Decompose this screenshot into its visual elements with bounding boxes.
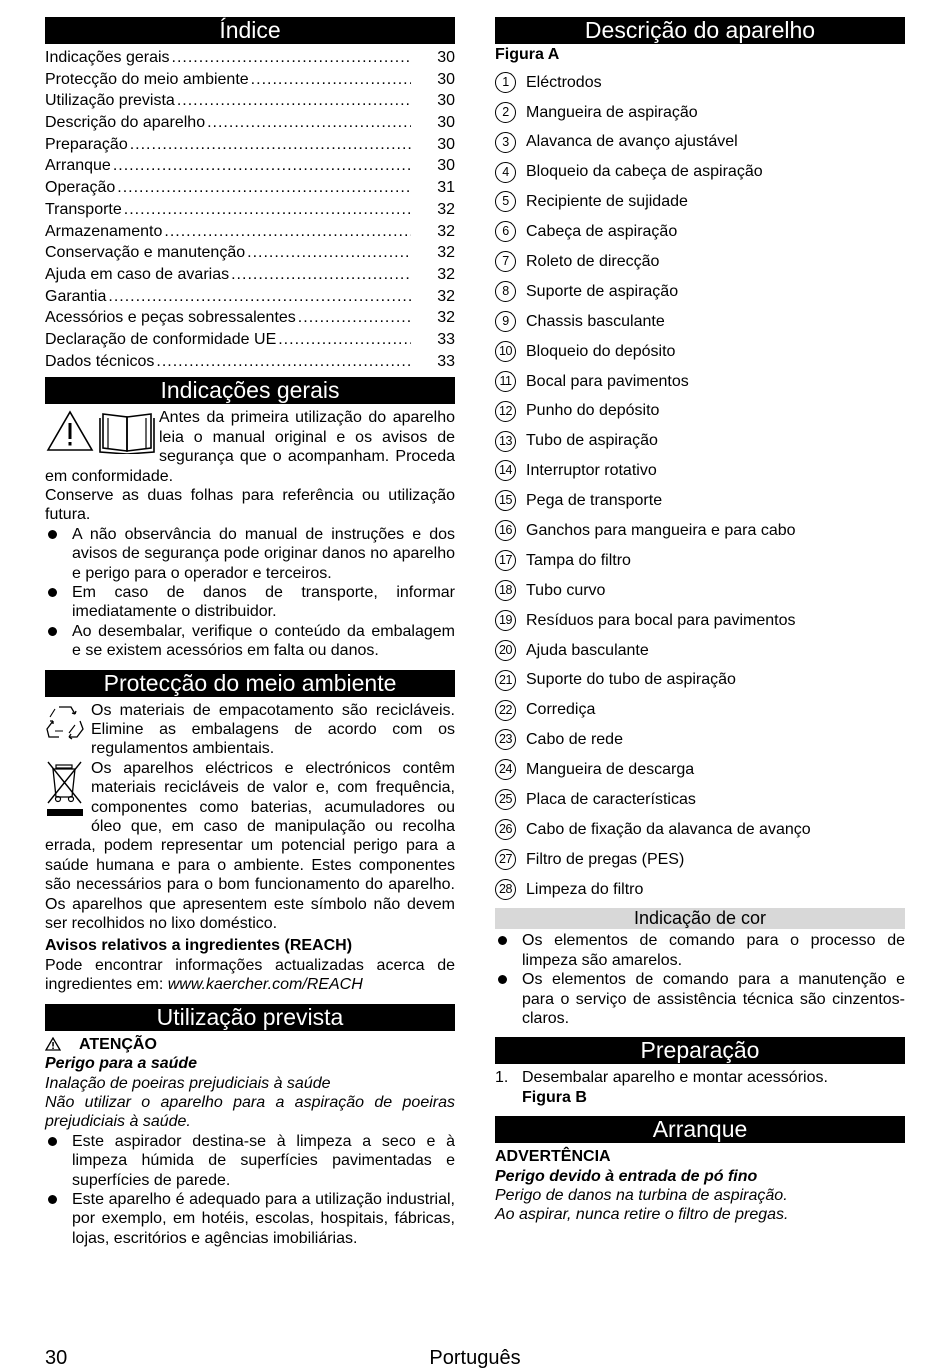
toc-list xyxy=(45,48,455,373)
parts-list-item xyxy=(495,456,905,486)
use-bullet: Este aparelho é adequado para a utilização industrial, por exemplo, em hotéis, escolas, hospitais, fábricas, lojas, escritórios e agências imobiliárias. xyxy=(45,1190,455,1248)
recycle-icon xyxy=(45,701,85,741)
toc-leader-dots xyxy=(124,200,411,219)
parts-list-item xyxy=(495,755,905,785)
item-number-badge: 4 xyxy=(495,162,516,183)
crossed-bin-icon xyxy=(45,759,85,819)
item-number-badge: 15 xyxy=(495,490,516,511)
item-number-badge: 23 xyxy=(495,729,516,750)
item-label: Ganchos para mangueira e para cabo xyxy=(526,522,796,539)
toc-row[interactable] xyxy=(45,135,455,157)
toc-title: Ajuda em caso de avarias xyxy=(45,265,230,283)
item-number-badge: 25 xyxy=(495,789,516,810)
description-heading: Descrição do aparelho xyxy=(495,17,905,44)
item-number-badge: 9 xyxy=(495,311,516,332)
toc-title: Garantia xyxy=(45,287,107,305)
color-heading: Indicação de cor xyxy=(495,908,905,929)
item-label: Punho do depósito xyxy=(526,402,660,420)
toc-row[interactable] xyxy=(45,308,455,330)
page-number: 30 xyxy=(45,1347,68,1369)
item-label: Mangueira de aspiração xyxy=(526,103,698,121)
toc-leader-dots xyxy=(251,70,411,89)
color-bullet: Os elementos de comando para o processo de limpeza são amarelos. xyxy=(495,931,905,970)
toc-title: Armazenamento xyxy=(45,222,163,240)
toc-row[interactable] xyxy=(45,287,455,309)
right-column xyxy=(495,17,905,1225)
figure-a-label: Figura A xyxy=(495,46,560,63)
toc-leader-dots xyxy=(278,330,411,349)
parts-list-item xyxy=(495,546,905,576)
item-label: Tubo de aspiração xyxy=(526,432,658,450)
toc-row[interactable] xyxy=(45,330,455,352)
item-number-badge: 14 xyxy=(495,460,516,481)
toc-page-number: 33 xyxy=(437,352,455,370)
intended-use-section xyxy=(45,1035,455,1248)
parts-list-item xyxy=(495,396,905,426)
item-number-badge: 22 xyxy=(495,700,516,721)
toc-heading: Índice xyxy=(45,17,455,44)
item-label: Bloqueio do depósito xyxy=(526,342,676,360)
parts-list-item xyxy=(495,277,905,307)
parts-list-item xyxy=(495,815,905,845)
parts-list-item xyxy=(495,67,905,97)
reach-link[interactable]: www.kaercher.com/REACH xyxy=(167,976,363,994)
item-number-badge: 17 xyxy=(495,550,516,571)
item-number-badge: 8 xyxy=(495,281,516,302)
toc-leader-dots xyxy=(177,91,411,110)
toc-page-number: 32 xyxy=(437,309,455,327)
safety-icons xyxy=(45,408,155,459)
danger-line: Inalação de poeiras prejudiciais à saúde xyxy=(45,1074,331,1092)
color-bullet: Os elementos de comando para a manutenção e para o serviço de assistência técnica são cinzentos-claros. xyxy=(495,970,905,1028)
toc-row[interactable] xyxy=(45,178,455,200)
step-number: 1. xyxy=(495,1069,509,1087)
recycle-text: Os materiais de empacotamento são recicláveis. Elimine as embalagens de acordo com os regulamentos ambientais. xyxy=(91,701,455,758)
toc-row[interactable] xyxy=(45,91,455,113)
toc-page-number: 32 xyxy=(437,265,455,283)
parts-list-item xyxy=(495,127,905,157)
item-number-badge: 7 xyxy=(495,251,516,272)
parts-list-item xyxy=(495,695,905,725)
item-number-badge: 20 xyxy=(495,640,516,661)
toc-leader-dots xyxy=(164,222,411,241)
parts-list-item xyxy=(495,336,905,366)
item-number-badge: 11 xyxy=(495,371,516,392)
toc-leader-dots xyxy=(298,308,411,327)
item-label: Suporte de aspiração xyxy=(526,282,679,300)
parts-list-item xyxy=(495,725,905,755)
item-label: Cabo de fixação da alavanca de avanço xyxy=(526,820,811,838)
toc-page-number: 32 xyxy=(437,222,455,240)
general-bullet: A não observância do manual de instruções e dos avisos de segurança pode originar danos no aparelho e perigo para o operador e terceiros. xyxy=(45,525,455,583)
warning-triangle-and-manual-icon xyxy=(45,408,155,454)
item-number-badge: 28 xyxy=(495,879,516,900)
item-number-badge: 2 xyxy=(495,102,516,123)
toc-page-number: 32 xyxy=(437,200,455,218)
parts-list xyxy=(495,67,905,904)
parts-list-item xyxy=(495,366,905,396)
item-label: Limpeza do filtro xyxy=(526,880,644,898)
toc-leader-dots xyxy=(156,352,411,371)
parts-list-item xyxy=(495,426,905,456)
toc-title: Conservação e manutenção xyxy=(45,244,246,262)
danger-title: Perigo para a saúde xyxy=(45,1055,198,1073)
reach-heading: Avisos relativos a ingredientes (REACH) xyxy=(45,937,353,955)
item-label: Cabo de rede xyxy=(526,731,623,749)
toc-row[interactable] xyxy=(45,222,455,244)
item-label: Placa de características xyxy=(526,791,696,809)
item-label: Chassis basculante xyxy=(526,312,665,330)
warning-label: ATENÇÃO xyxy=(79,1035,157,1053)
figure-b-label: Figura B xyxy=(522,1088,587,1106)
parts-list-item xyxy=(495,97,905,127)
toc-row[interactable] xyxy=(45,156,455,178)
item-label: Tampa do filtro xyxy=(526,551,631,569)
item-label: Suporte do tubo de aspiração xyxy=(526,671,736,689)
language-label: Português xyxy=(429,1347,521,1369)
toc-leader-dots xyxy=(117,178,411,197)
toc-leader-dots xyxy=(207,113,411,132)
item-label: Alavanca de avanço ajustável xyxy=(526,133,738,151)
weee-text: Os aparelhos eléctricos e electrónicos contêm materiais recicláveis de valor e, com frequência, componentes como baterias, acumuladores ou óleo que, em caso de manipulação ou recolha errada, podem representar um potencial perigo para a saúde humana e para o ambiente. Estes componentes são necessários para o bom funcionamento do aparelho. Os aparelhos que apresentem este símbolo não devem ser recolhidos no lixo doméstico. xyxy=(45,759,455,933)
toc-title: Preparação xyxy=(45,135,128,153)
toc-row[interactable] xyxy=(45,113,455,135)
toc-leader-dots xyxy=(231,265,411,284)
general-bullet: Em caso de danos de transporte, informar imediatamente o distribuidor. xyxy=(45,583,455,622)
item-label: Roleto de direcção xyxy=(526,252,660,270)
general-intro: Antes da primeira utilização do aparelho leia o manual original e os avisos de segurança que o acompanham. Proceda em conformidade. xyxy=(45,409,455,485)
toc-row[interactable] xyxy=(45,265,455,287)
reach-text-body: Pode encontrar informações actualizadas acerca de ingredientes em: xyxy=(45,956,455,994)
item-label: Mangueira de descarga xyxy=(526,761,695,779)
reach-text xyxy=(45,956,455,995)
environment-section xyxy=(45,701,455,995)
toc-page-number: 31 xyxy=(437,179,455,197)
item-label: Corrediça xyxy=(526,701,596,719)
item-number-badge: 19 xyxy=(495,610,516,631)
item-number-badge: 26 xyxy=(495,819,516,840)
item-label: Cabeça de aspiração xyxy=(526,223,678,241)
toc-title: Acessórios e peças sobressalentes xyxy=(45,309,296,327)
left-column xyxy=(45,17,455,1248)
preparation-heading: Preparação xyxy=(495,1037,905,1064)
general-bullet: Ao desembalar, verifique o conteúdo da embalagem e se existem acessórios em falta ou danos. xyxy=(45,622,455,661)
general-keep: Conserve as duas folhas para referência ou utilização futura. xyxy=(45,486,455,524)
toc-page-number: 30 xyxy=(437,114,455,132)
parts-list-item xyxy=(495,157,905,187)
item-label: Recipiente de sujidade xyxy=(526,193,688,211)
item-number-badge: 12 xyxy=(495,401,516,422)
danger-line: Não utilizar o aparelho para a aspiração de poeiras prejudiciais à saúde. xyxy=(45,1093,455,1131)
item-label: Bocal para pavimentos xyxy=(526,372,689,390)
item-number-badge: 21 xyxy=(495,670,516,691)
toc-title: Operação xyxy=(45,179,116,197)
parts-list-item xyxy=(495,845,905,875)
toc-leader-dots xyxy=(130,135,411,154)
item-label: Resíduos para bocal para pavimentos xyxy=(526,611,796,629)
parts-list-item xyxy=(495,247,905,277)
parts-list-item xyxy=(495,576,905,606)
preparation-step xyxy=(495,1068,905,1107)
recycle-icon-wrap xyxy=(45,701,85,746)
step-text: Desembalar aparelho e montar acessórios. xyxy=(522,1069,828,1087)
toc-page-number: 32 xyxy=(437,244,455,262)
item-label: Interruptor rotativo xyxy=(526,462,657,480)
item-number-badge: 3 xyxy=(495,132,516,153)
warning-icon xyxy=(45,1037,61,1051)
item-number-badge: 16 xyxy=(495,520,516,541)
environment-heading: Protecção do meio ambiente xyxy=(45,670,455,697)
parts-list-item xyxy=(495,874,905,904)
toc-page-number: 30 xyxy=(437,92,455,110)
toc-page-number: 30 xyxy=(437,157,455,175)
toc-row[interactable] xyxy=(45,48,455,70)
item-number-badge: 27 xyxy=(495,849,516,870)
toc-row[interactable] xyxy=(45,200,455,222)
item-number-badge: 6 xyxy=(495,221,516,242)
item-label: Tubo curvo xyxy=(526,581,606,599)
parts-list-item xyxy=(495,785,905,815)
parts-list-item xyxy=(495,635,905,665)
startup-heading: Arranque xyxy=(495,1116,905,1143)
toc-page-number: 32 xyxy=(437,287,455,305)
toc-title: Transporte xyxy=(45,200,122,218)
toc-leader-dots xyxy=(172,48,411,67)
toc-page-number: 30 xyxy=(437,49,455,66)
parts-list-item xyxy=(495,217,905,247)
item-label: Filtro de pregas (PES) xyxy=(526,850,685,868)
toc-leader-dots xyxy=(113,156,411,175)
startup-danger-title: Perigo devido à entrada de pó fino xyxy=(495,1167,758,1185)
item-number-badge: 1 xyxy=(495,72,516,93)
toc-title: Declaração de conformidade UE xyxy=(45,330,277,348)
item-number-badge: 10 xyxy=(495,341,516,362)
startup-line: Ao aspirar, nunca retire o filtro de pregas. xyxy=(495,1206,789,1224)
toc-page-number: 33 xyxy=(437,330,455,348)
toc-row[interactable] xyxy=(45,243,455,265)
weee-icon-wrap xyxy=(45,759,85,824)
item-label: Bloqueio da cabeça de aspiração xyxy=(526,163,763,181)
parts-list-item xyxy=(495,605,905,635)
use-bullet: Este aspirador destina-se à limpeza a seco e à limpeza húmida de superfícies pavimentadas e superfícies de parede. xyxy=(45,1132,455,1190)
item-number-badge: 13 xyxy=(495,431,516,452)
parts-list-item xyxy=(495,307,905,337)
toc-row[interactable] xyxy=(45,70,455,92)
toc-title: Indicações gerais xyxy=(45,49,170,66)
toc-title: Descrição do aparelho xyxy=(45,114,206,132)
general-section xyxy=(45,408,455,660)
toc-page-number: 30 xyxy=(437,70,455,88)
item-number-badge: 18 xyxy=(495,580,516,601)
startup-warning-label: ADVERTÊNCIA xyxy=(495,1148,611,1166)
toc-title: Dados técnicos xyxy=(45,352,155,370)
toc-title: Protecção do meio ambiente xyxy=(45,70,249,88)
parts-list-item xyxy=(495,665,905,695)
item-number-badge: 5 xyxy=(495,191,516,212)
parts-list-item xyxy=(495,187,905,217)
general-heading: Indicações gerais xyxy=(45,377,455,404)
startup-line: Perigo de danos na turbina de aspiração. xyxy=(495,1187,788,1204)
item-label: Eléctrodos xyxy=(526,73,602,91)
item-label: Pega de transporte xyxy=(526,492,663,510)
toc-leader-dots xyxy=(247,243,411,262)
toc-leader-dots xyxy=(108,287,411,306)
toc-title: Arranque xyxy=(45,157,111,175)
item-label: Ajuda basculante xyxy=(526,641,649,659)
toc-row[interactable] xyxy=(45,352,455,374)
parts-list-item xyxy=(495,486,905,516)
toc-title: Utilização prevista xyxy=(45,92,175,110)
warning-row xyxy=(45,1035,455,1054)
parts-list-item xyxy=(495,516,905,546)
intended-use-heading: Utilização prevista xyxy=(45,1004,455,1031)
toc-page-number: 30 xyxy=(437,135,455,153)
item-number-badge: 24 xyxy=(495,759,516,780)
